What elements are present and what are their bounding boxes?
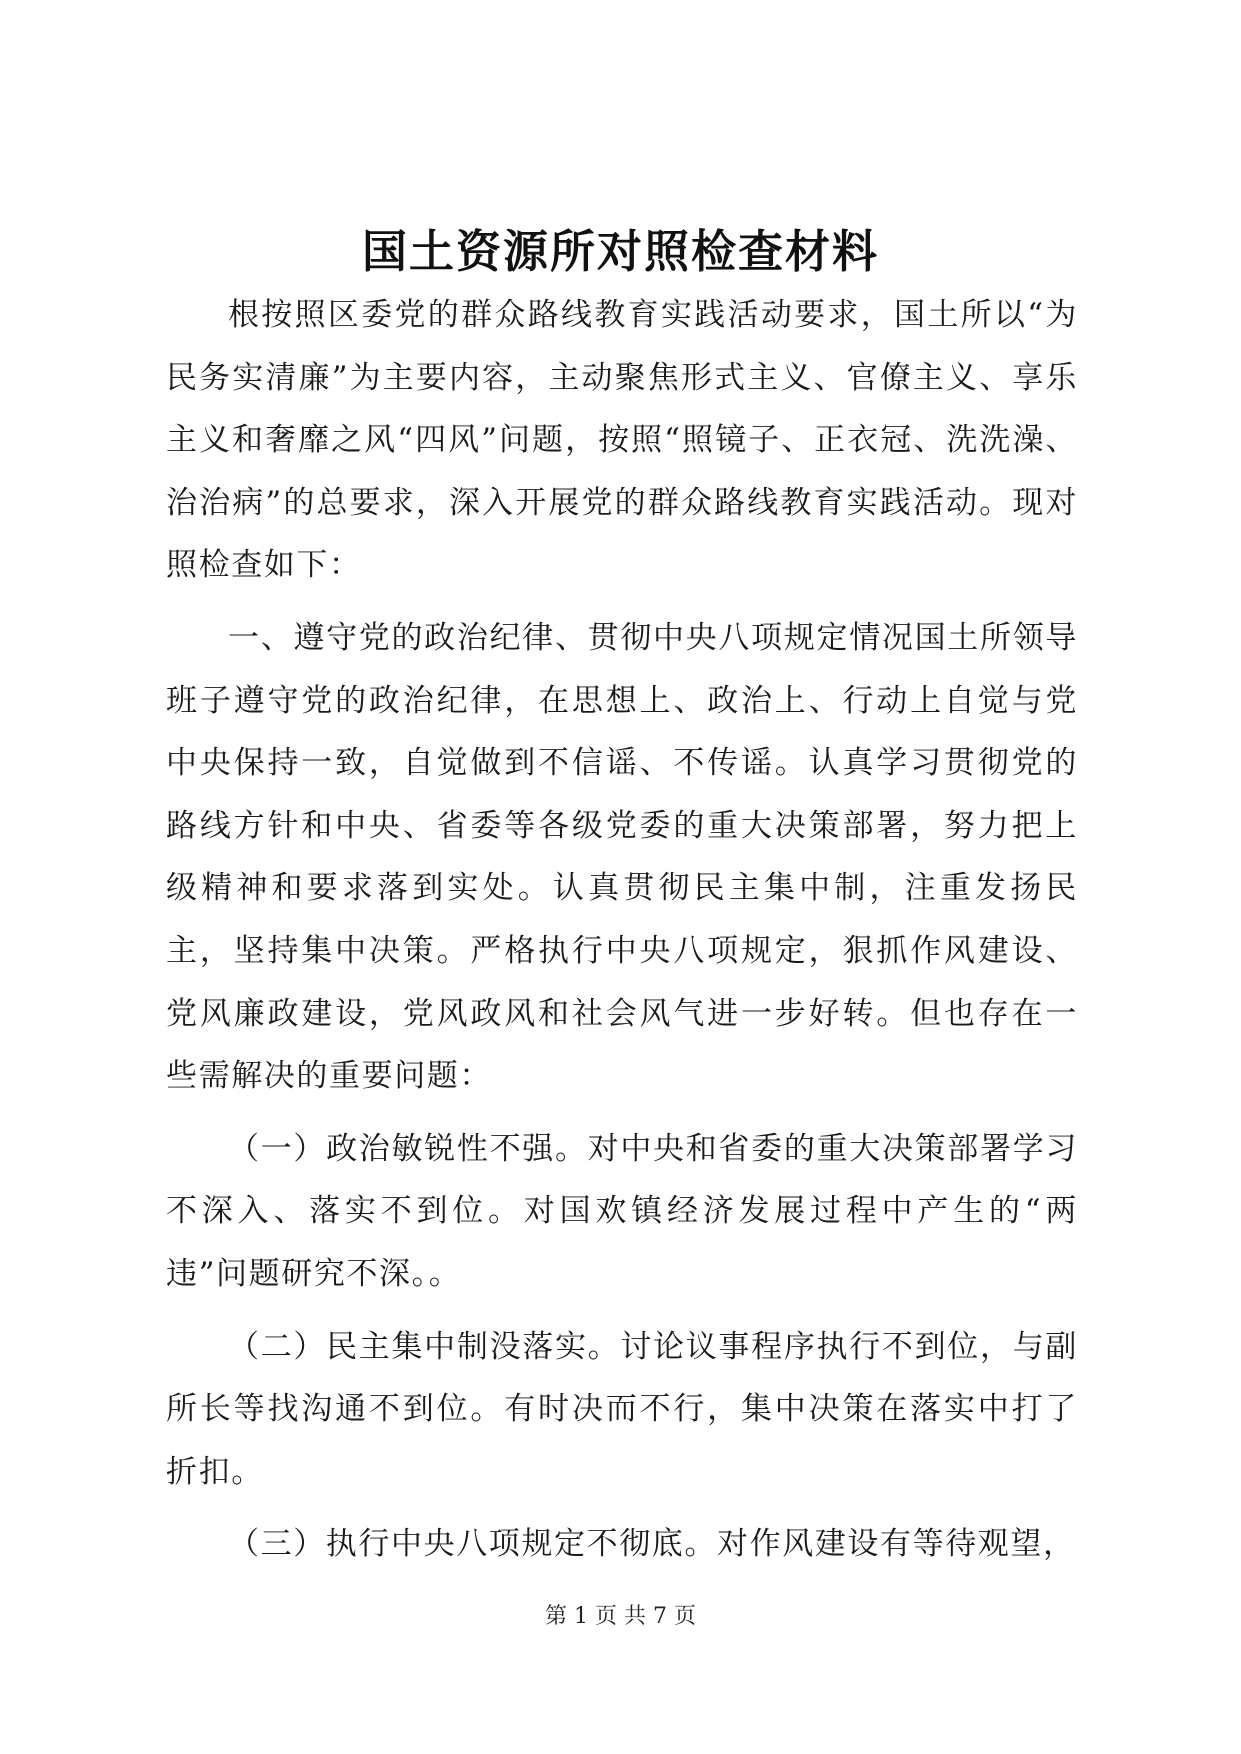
document-title: 国土资源所对照检查材料 (361, 225, 879, 278)
issue-two-paragraph: （二）民主集中制没落实。讨论议事程序执行不到位，与副所长等找沟通不到位。有时决而不行，集中决策在落实中打了折扣。 (166, 1328, 1078, 1490)
page-number-footer: 第 1 页 共 7 页 (545, 1604, 696, 1629)
issue-one-paragraph: （一）政治敏锐性不强。对中央和省委的重大决策部署学习不深入、落实不到位。对国欢镇经济发展过程中产生的“两违”问题研究不深。。 (166, 1130, 1078, 1292)
intro-paragraph: 根按照区委党的群众路线教育实践活动要求，国土所以“为民务实清廉”为主要内容，主动聚焦形式主义、官僚主义、享乐主义和奢靡之风“四风”问题，按照“照镜子、正衣冠、洗洗澡、治治病”的总要求，深入开展党的群众路线教育实践活动。现对照检查如下： (166, 297, 1078, 584)
section-one-paragraph: 一、遵守党的政治纪律、贯彻中央八项规定情况国土所领导班子遵守党的政治纪律，在思想上、政治上、行动上自觉与党中央保持一致，自觉做到不信谣、不传谣。认真学习贯彻党的路线方针和中央、省委等各级党委的重大决策部署，努力把上级精神和要求落到实处。认真贯彻民主集中制，注重发扬民主，坚持集中决策。严格执行中央八项规定，狠抓作风建设、党风廉政建设，党风政风和社会风气进一步好转。但也存在一些需解决的重要问题： (166, 619, 1078, 1095)
issue-three-paragraph: （三）执行中央八项规定不彻底。对作风建设有等待观望， (228, 1526, 1076, 1563)
document-body (166, 284, 1078, 1586)
